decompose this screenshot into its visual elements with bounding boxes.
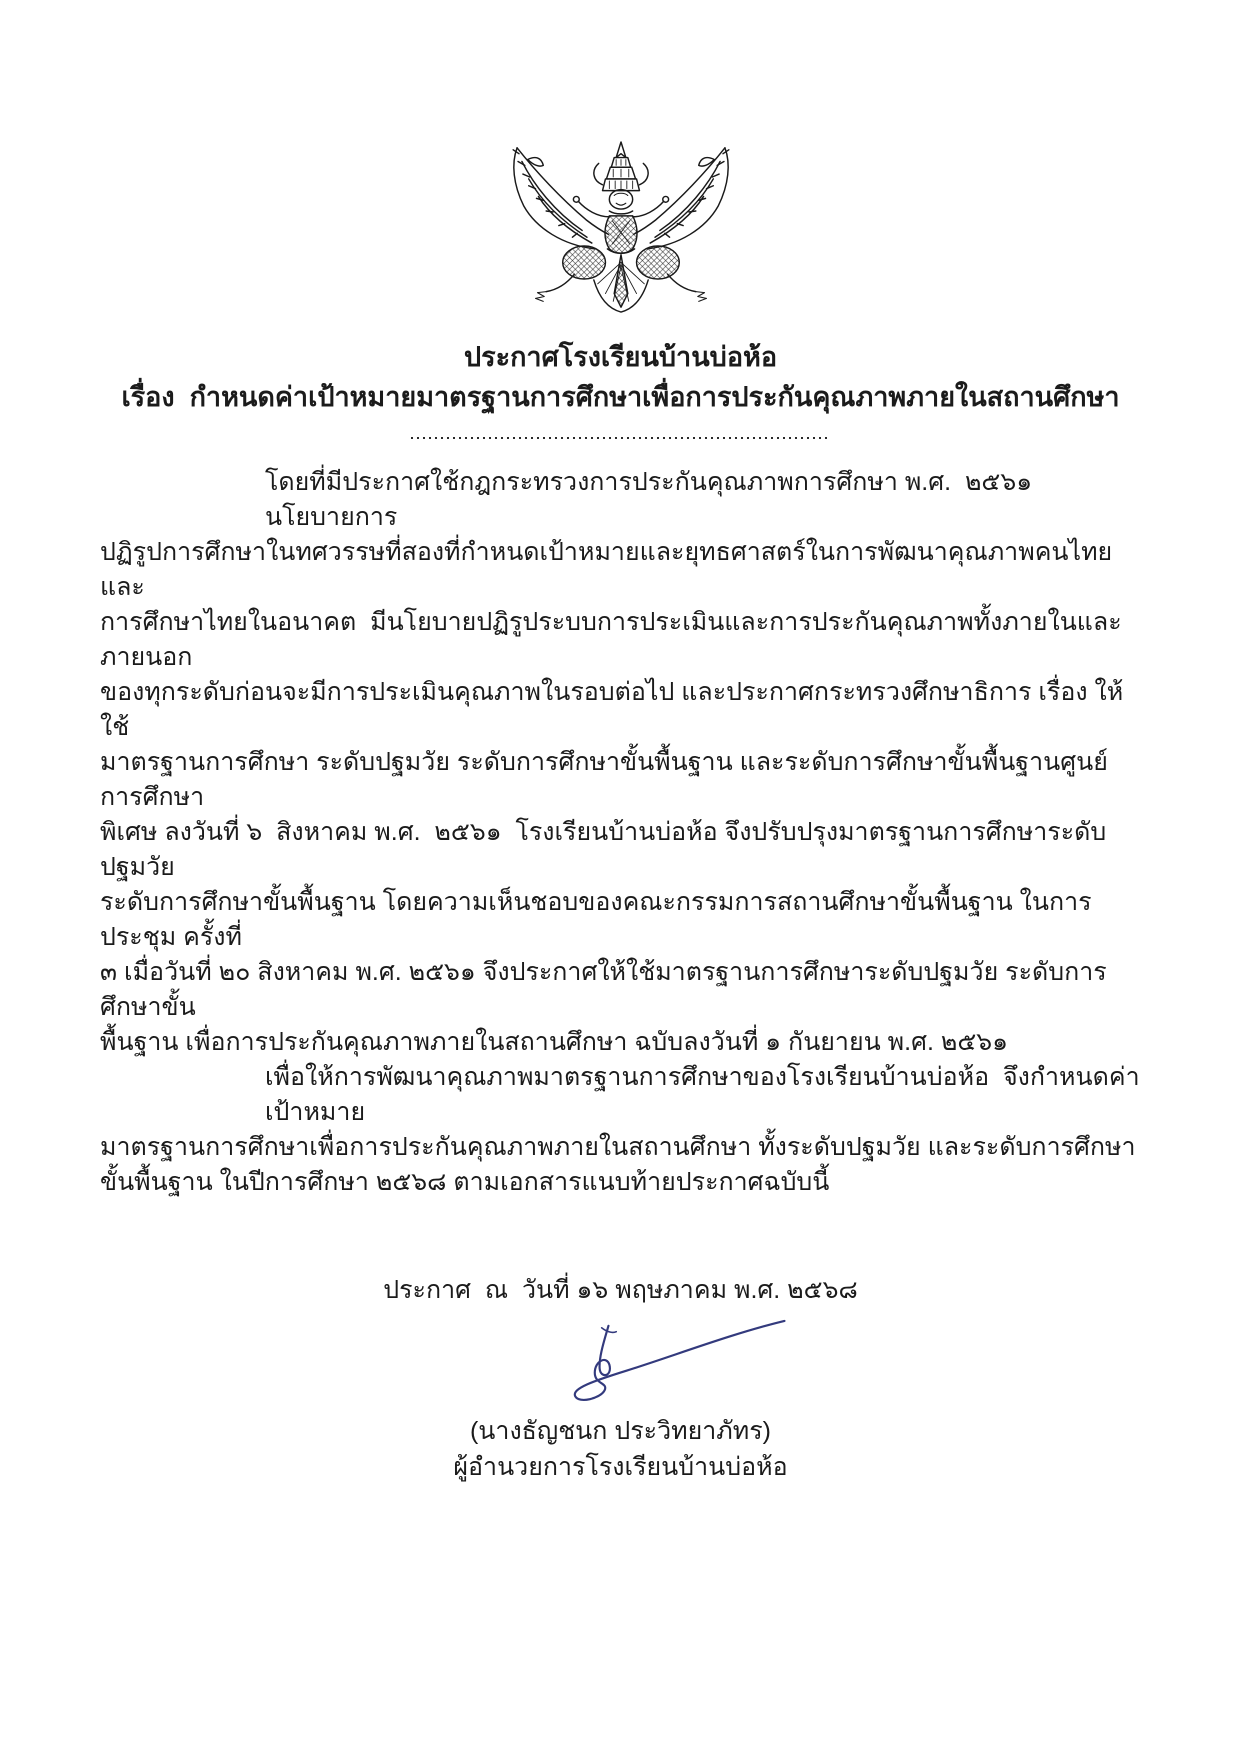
- document-body: [100, 465, 1141, 1200]
- signer-title: ผู้อำนวยการโรงเรียนบ้านบ่อห้อ: [453, 1453, 788, 1481]
- body-line: พิเศษ ลงวันที่ ๖ สิงหาคม พ.ศ. ๒๕๖๑ โรงเรียนบ้านบ่อห้อ จึงปรับปรุงมาตรฐานการศึกษาระดับปฐมวัย: [100, 818, 1107, 881]
- body-line: พื้นฐาน เพื่อการประกันคุณภาพภายในสถานศึกษา ฉบับลงวันที่ ๑ กันยายน พ.ศ. ๒๕๖๑: [100, 1028, 1008, 1056]
- announcement-date: ประกาศ ณ วันที่ ๑๖ พฤษภาคม พ.ศ. ๒๕๖๘: [383, 1276, 858, 1304]
- signer-name: (นางธัญชนก ประวิทยาภัทร): [469, 1417, 771, 1445]
- body-line: เพื่อให้การพัฒนาคุณภาพมาตรฐานการศึกษาของโรงเรียนบ้านบ่อห้อ จึงกำหนดค่าเป้าหมาย: [265, 1063, 1140, 1126]
- body-line: ๓ เมื่อวันที่ ๒๐ สิงหาคม พ.ศ. ๒๕๖๑ จึงประกาศให้ใช้มาตรฐานการศึกษาระดับปฐมวัย ระดับการศึกษาขั้น: [100, 958, 1107, 1021]
- body-line: ขั้นพื้นฐาน ในปีการศึกษา ๒๕๖๘ ตามเอกสารแนบท้ายประกาศฉบับนี้: [100, 1168, 830, 1196]
- body-line: มาตรฐานการศึกษา ระดับปฐมวัย ระดับการศึกษาขั้นพื้นฐาน และระดับการศึกษาขั้นพื้นฐานศูนย์การศึกษา: [100, 748, 1108, 811]
- body-line: ปฏิรูปการศึกษาในทศวรรษที่สองที่กำหนดเป้าหมายและยุทธศาสตร์ในการพัฒนาคุณภาพคนไทยและ: [100, 538, 1113, 601]
- handwritten-signature: [553, 1318, 793, 1406]
- garuda-emblem-icon: [485, 138, 757, 318]
- body-line: โดยที่มีประกาศใช้กฎกระทรวงการประกันคุณภาพการศึกษา พ.ศ. ๒๕๖๑ นโยบายการ: [265, 468, 1053, 531]
- dotted-divider: [411, 436, 831, 439]
- title-block: [0, 337, 1241, 417]
- document-title: ประกาศโรงเรียนบ้านบ่อห้อ: [463, 342, 778, 372]
- body-line: ของทุกระดับก่อนจะมีการประเมินคุณภาพในรอบต่อไป และประกาศกระทรวงศึกษาธิการ เรื่อง ให้ใช้: [100, 678, 1124, 741]
- body-line: การศึกษาไทยในอนาคต มีนโยบายปฏิรูประบบการประเมินและการประกันคุณภาพทั้งภายในและภายนอก: [100, 608, 1122, 671]
- body-line: มาตรฐานการศึกษาเพื่อการประกันคุณภาพภายในสถานศึกษา ทั้งระดับปฐมวัย และระดับการศึกษา: [100, 1133, 1136, 1161]
- document-subject: เรื่อง กำหนดค่าเป้าหมายมาตรฐานการศึกษาเพื่อการประกันคุณภาพภายในสถานศึกษา: [121, 382, 1120, 412]
- body-line: ระดับการศึกษาขั้นพื้นฐาน โดยความเห็นชอบของคณะกรรมการสถานศึกษาขั้นพื้นฐาน ในการประชุม ครั้งที่: [100, 888, 1092, 951]
- emblem-container: [0, 0, 1241, 323]
- signature-block: [0, 1318, 1241, 1411]
